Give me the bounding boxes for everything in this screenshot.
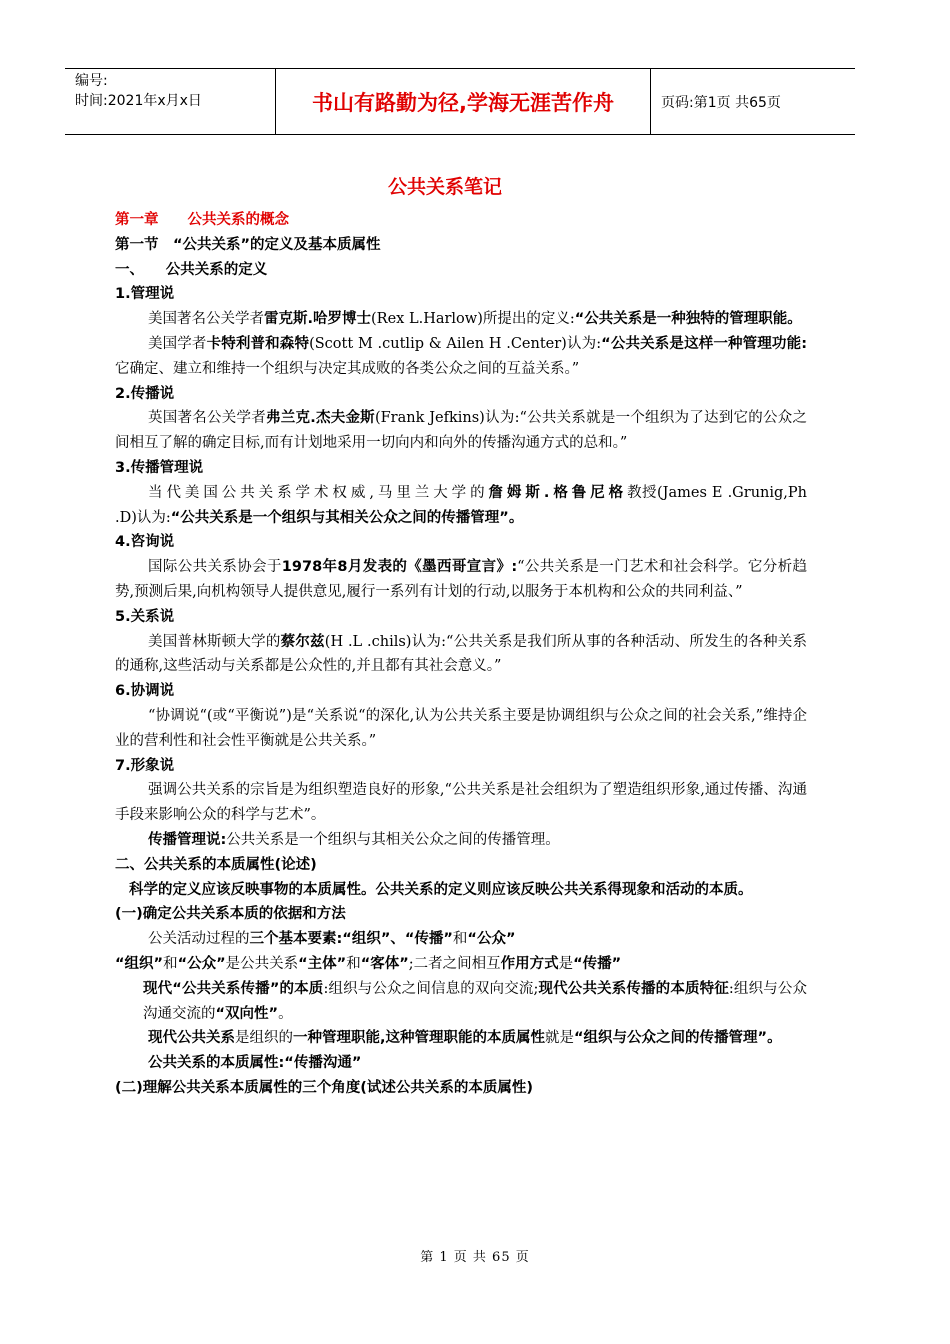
text-bold: 一种管理职能,这种管理职能的本质属性 [293, 1030, 546, 1047]
text: 美国学者 [148, 335, 207, 352]
text: 和 [452, 931, 468, 948]
def7-heading: 7.形象说 [115, 757, 175, 774]
page-header [65, 68, 855, 135]
header-motto: 书山有路勤为径,学海无涯苦作舟 [276, 69, 651, 134]
text: :组织与公众之间信息的双向交流; [323, 980, 539, 997]
text: 当代美国公共关系学术权威,马里兰大学的 [148, 484, 489, 501]
def5-heading: 5.关系说 [115, 608, 175, 625]
name-bold: 卡特利普和森特 [206, 335, 310, 352]
name-bold: 雷克斯.哈罗博士 [264, 311, 372, 328]
elements-line [115, 927, 807, 952]
modern-pr-line [115, 977, 807, 1027]
sub1-heading: (一)确定公共关系本质的依据和方法 [115, 906, 346, 923]
def6-para: “协调说“(或“平衡说”)是“关系说“的深化,认为公共关系主要是协调组织与公众之间的社会关系,”维持企业的营利性和社会性平衡就是公共关系。” [115, 707, 807, 749]
document-body [115, 208, 807, 1101]
text-bold: “双向性” [215, 1005, 279, 1022]
text-bold: “组织” [115, 955, 164, 972]
text: (Rex L.Harlow)所提出的定义: [371, 311, 575, 328]
text: 公共关系是一个组织与其相关公众之间的传播管理。 [226, 831, 560, 848]
quote-bold: “公共关系是这样一种管理功能: [601, 335, 808, 352]
text-bold: “客体” [360, 955, 409, 972]
text: 和 [163, 955, 178, 972]
text: ;二者之间相互 [408, 955, 501, 972]
text-bold: “公众” [177, 955, 226, 972]
def4-para [115, 555, 807, 605]
quote-bold: “公共关系是一个组织与其相关公众之间的传播管理”。 [170, 509, 524, 526]
label-bold: 传播管理说: [148, 831, 227, 848]
management-line [115, 1026, 807, 1051]
text: (H .L .chils)认为:“公共关系是我们所从事的各种活动、所发生的各种关系的通称,这些活动与关系都是公众性的,并且都有其社会意义。” [115, 633, 808, 675]
part2-intro: 科学的定义应该反映事物的本质属性。公共关系的定义则应该反映公共关系得现象和活动的本质。 [129, 881, 753, 898]
def2-para [115, 406, 807, 456]
def7-summary [115, 828, 807, 853]
text: 公关活动过程的 [148, 931, 250, 948]
text: 和 [346, 955, 361, 972]
text: 是组织的 [235, 1030, 293, 1047]
def7-para: 强调公共关系的宗旨是为组织塑造良好的形象,“公共关系是社会组织为了塑造组织形象,通过传播、沟通手段来影响公众的科学与艺术”。 [115, 782, 807, 824]
text-bold: “组织与公众之间的传播管理”。 [574, 1030, 782, 1047]
text: 英国著名公关学者 [148, 410, 266, 427]
def6-heading: 6.协调说 [115, 683, 175, 700]
text: 。 [278, 1005, 293, 1022]
time-label: 时间:2021年x月x日 [75, 93, 202, 109]
text-bold: 现代公共关系 [148, 1030, 235, 1047]
def1-para2 [115, 332, 807, 382]
essence-line: 公共关系的本质属性:“传播沟通” [148, 1055, 362, 1072]
text: (Scott M .cutlip & Ailen H .Center)认为: [309, 335, 602, 352]
def4-heading: 4.咨询说 [115, 534, 175, 551]
def2-heading: 2.传播说 [115, 385, 175, 402]
document-title: 公共关系笔记 [387, 176, 502, 198]
part2-heading: 二、公共关系的本质属性(论述) [115, 856, 317, 873]
def3-para [115, 481, 807, 531]
text: “公共关系是一门艺术和社会科学。它分析趋势,预测后果,向机构领导人提供意见,履行一系列有计划的行动,以服务于本机构和公众的共同利益、” [115, 559, 808, 600]
text-bold: 现代公共关系传播的本质特征 [538, 980, 729, 997]
text: 就是 [545, 1030, 575, 1047]
sub2-heading: (二)理解公共关系本质属性的三个角度(试述公共关系的本质属性) [115, 1079, 534, 1096]
text-bold: 三个基本要素:“组织”、“传播” [249, 931, 453, 948]
text: 是公共关系 [225, 955, 299, 972]
quote-bold: “公共关系是一种独特的管理职能。 [574, 311, 802, 328]
header-meta [65, 69, 276, 134]
part1-heading: 一、 公共关系的定义 [115, 261, 268, 278]
text: (Frank Jefkins)认为:“公共关系就是一个组织为了达到它的公众之间相互了解的确定目标,而有计划地采用一切向内和向外的传播沟通方式的总和。” [115, 410, 808, 452]
def5-para [115, 630, 807, 680]
section-heading: 第一节 “公共关系”的定义及基本质属性 [115, 236, 381, 253]
text: 美国普林斯顿大学的 [148, 633, 281, 650]
text: :组织与公众沟通交流的 [143, 980, 807, 1022]
def1-heading: 1.管理说 [115, 286, 175, 303]
text-bold: “传播” [573, 955, 622, 972]
header-page-label: 页码:第1页 共65页 [661, 94, 781, 111]
name-bold: 蔡尔兹 [280, 633, 325, 650]
text: 教授(James E .Grunig,Ph .D)认为: [115, 484, 807, 526]
name-bold: 詹姆斯.格鲁尼格 [488, 484, 628, 501]
text-bold: “主体” [298, 955, 347, 972]
text-bold: 现代“公共关系传播”的本质 [143, 980, 324, 997]
def1-para1 [115, 307, 807, 332]
text: 它确定、建立和维持一个组织与决定其成败的各类公众之间的互益关系。” [115, 360, 580, 377]
number-label: 编号: [75, 73, 108, 89]
chapter-heading: 第一章 公共关系的概念 [115, 212, 289, 228]
text: 是 [558, 955, 574, 972]
subject-object-line [115, 952, 807, 977]
date-bold: 1978年8月发表的《墨西哥宣言》: [281, 559, 518, 576]
page-footer: 第 1 页 共 65 页 [420, 1250, 530, 1265]
name-bold: 弗兰克.杰夫金斯 [265, 410, 375, 427]
text: 国际公共关系协会于 [148, 559, 282, 576]
text-bold: 作用方式 [500, 955, 559, 972]
text-bold: “公众” [467, 931, 516, 948]
def3-heading: 3.传播管理说 [115, 459, 204, 476]
text: 美国著名公关学者 [148, 311, 264, 328]
